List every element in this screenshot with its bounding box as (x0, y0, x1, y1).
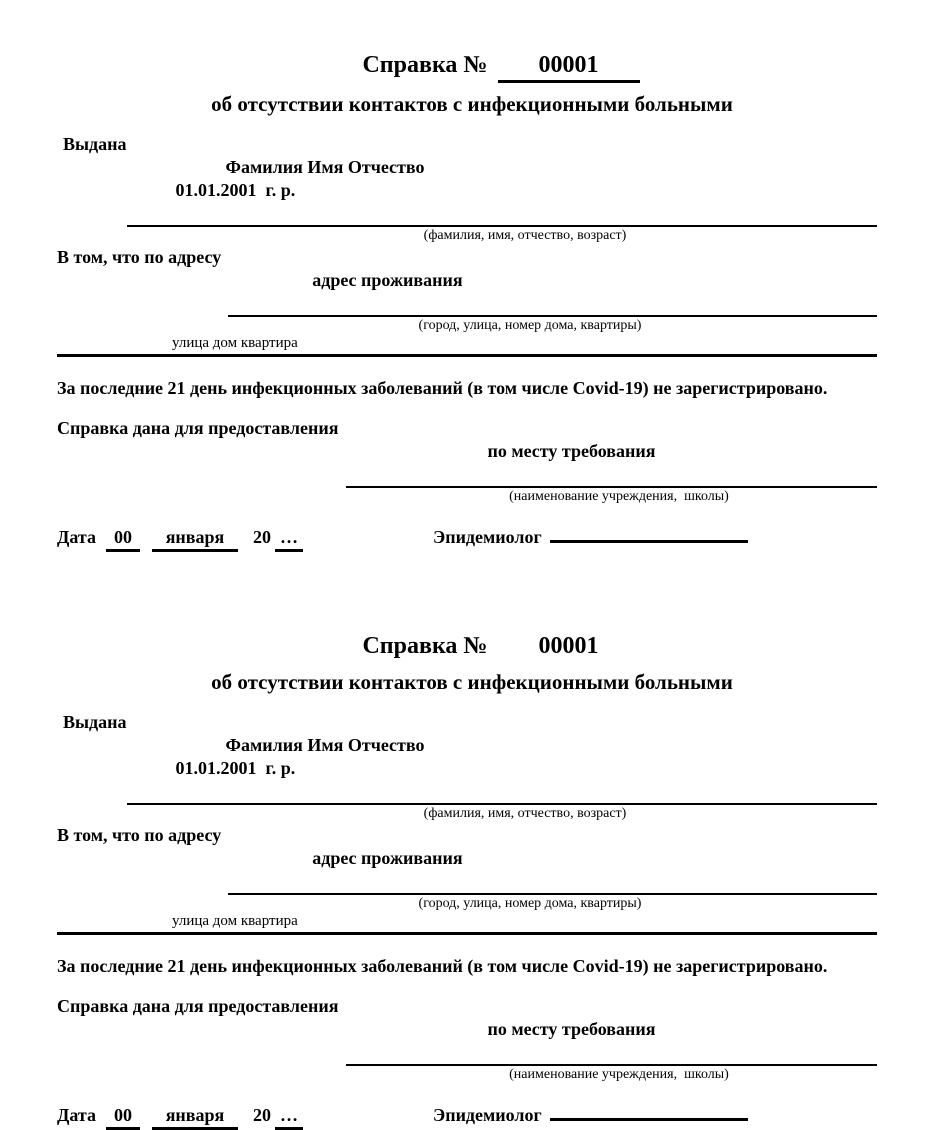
issued-fill-line (127, 133, 877, 227)
date-label: Дата (57, 527, 96, 547)
title-label: Справка № (362, 52, 488, 78)
address-label: В том, что по адресу (57, 825, 222, 845)
address-label: В том, что по адресу (57, 247, 222, 267)
address-extra-line (57, 913, 877, 935)
date-year-blank (275, 1104, 303, 1130)
date-signature-row (57, 1104, 877, 1130)
address-hint: (город, улица, номер дома, квартиры) (418, 318, 642, 333)
address-value: адрес проживания (312, 270, 463, 290)
signature-blank (550, 1118, 748, 1121)
purpose-fill-line (346, 417, 877, 488)
form-title (57, 50, 877, 83)
address-extra-line (57, 335, 877, 357)
no-infection-statement: За последние 21 день инфекционных заболеваний (в том числе Covid-19) не зарегистрировано. (57, 378, 828, 398)
purpose-fill-line (346, 995, 877, 1066)
address-fill-line (228, 246, 877, 317)
issued-hint: (фамилия, имя, отчество, возраст) (423, 806, 627, 821)
title-label: Справка № (362, 633, 488, 659)
date-label: Дата (57, 1105, 96, 1125)
purpose-row (57, 995, 877, 1066)
address-row (57, 246, 877, 317)
issued-name-value: Фамилия Имя Отчество (225, 157, 425, 177)
purpose-label: Справка дана для предоставления (57, 418, 339, 438)
date-year-suffix: … (279, 1105, 298, 1125)
issued-name-value: Фамилия Имя Отчество (225, 735, 425, 755)
date-day-blank (106, 526, 140, 552)
date-day-value: 00 (113, 527, 132, 547)
date-year-prefix: 20 (252, 527, 271, 547)
address-extra-value: улица дом квартира (172, 913, 298, 929)
epidemiologist-label: Эпидемиолог (432, 527, 542, 547)
issued-row (57, 133, 877, 227)
certificate-copy-top (57, 50, 877, 552)
date-month-blank (152, 526, 238, 552)
purpose-value: по месту требования (487, 1019, 656, 1039)
date-day-value: 00 (113, 1105, 132, 1125)
date-day-blank (106, 1104, 140, 1130)
form-subtitle: об отсутствии контактов с инфекционными больными (211, 92, 733, 116)
certificate-number-blank (498, 50, 640, 83)
date-year-blank (275, 526, 303, 552)
date-year-suffix: … (279, 527, 298, 547)
form-title (57, 631, 877, 661)
certificate-number: 00001 (538, 633, 599, 659)
address-row (57, 824, 877, 895)
issued-label: Выдана (63, 134, 127, 154)
purpose-hint: (наименование учреждения, школы) (509, 489, 729, 504)
issued-row (57, 711, 877, 805)
certificate-number: 00001 (538, 52, 599, 78)
address-extra-value: улица дом квартира (172, 335, 298, 351)
address-hint: (город, улица, номер дома, квартиры) (418, 896, 642, 911)
epidemiologist-label: Эпидемиолог (432, 1105, 542, 1125)
certificate-copy-bottom (57, 631, 877, 1130)
issued-fill-line (127, 711, 877, 805)
certificate-number-blank (498, 631, 640, 661)
purpose-hint: (наименование учреждения, школы) (509, 1067, 729, 1082)
date-signature-row (57, 526, 877, 552)
address-fill-line (228, 824, 877, 895)
date-month-blank (152, 1104, 238, 1130)
issued-birthdate-value: 01.01.2001 г. р. (175, 180, 296, 200)
form-subtitle: об отсутствии контактов с инфекционными больными (211, 670, 733, 694)
address-value: адрес проживания (312, 848, 463, 868)
date-month-value: января (165, 527, 225, 547)
issued-birthdate-value: 01.01.2001 г. р. (175, 758, 296, 778)
signature-blank (550, 540, 748, 543)
issued-label: Выдана (63, 712, 127, 732)
date-month-value: января (165, 1105, 225, 1125)
purpose-label: Справка дана для предоставления (57, 996, 339, 1016)
issued-hint: (фамилия, имя, отчество, возраст) (423, 228, 627, 243)
purpose-value: по месту требования (487, 441, 656, 461)
no-infection-statement: За последние 21 день инфекционных заболеваний (в том числе Covid-19) не зарегистрировано. (57, 956, 828, 976)
date-year-prefix: 20 (252, 1105, 271, 1125)
purpose-row (57, 417, 877, 488)
